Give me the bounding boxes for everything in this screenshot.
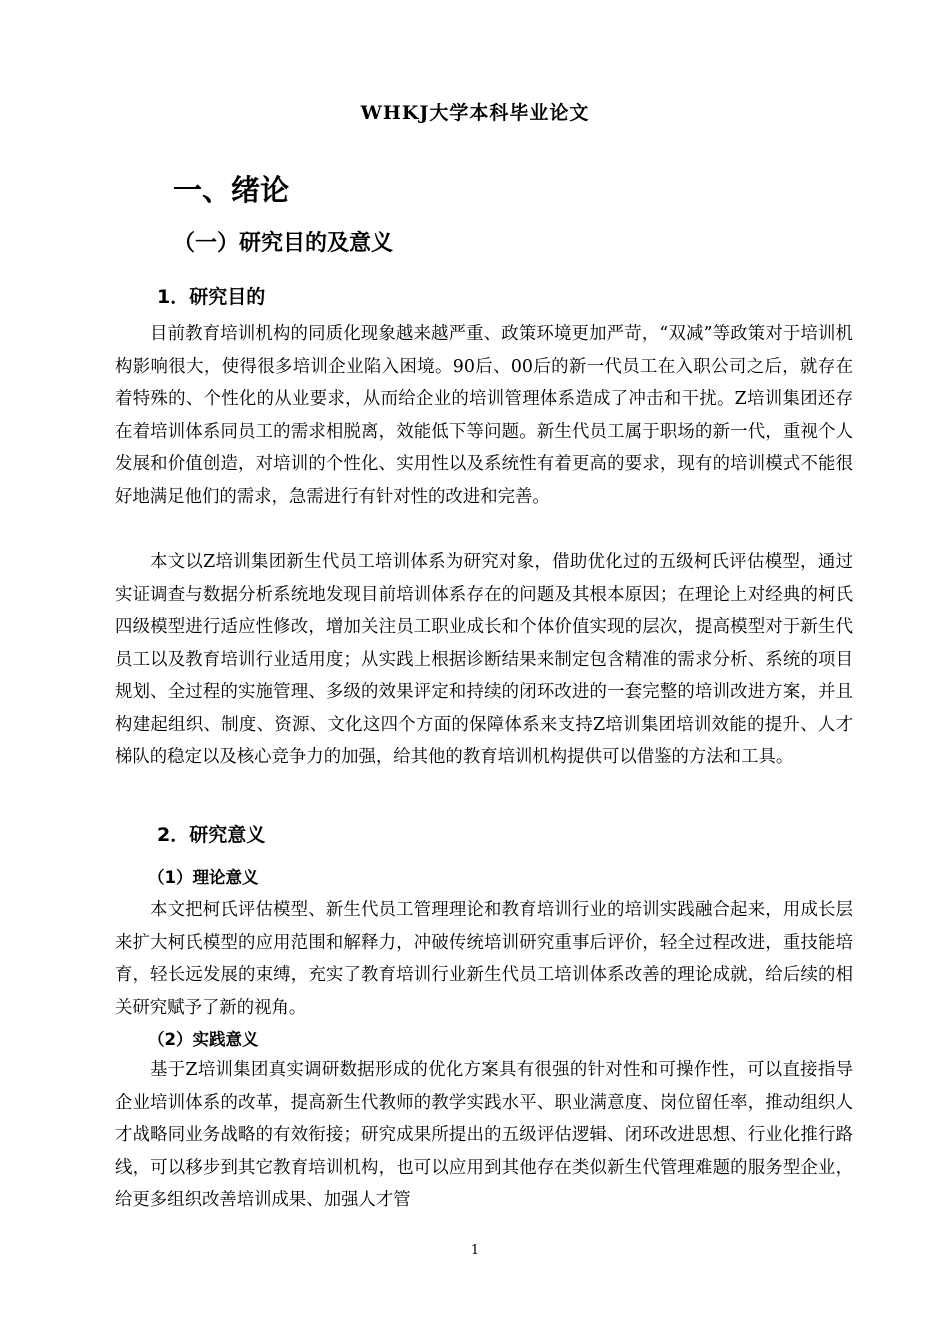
- running-header: WHKJ大学本科毕业论文: [360, 102, 590, 124]
- page-number: 1: [470, 1243, 480, 1258]
- body-paragraph: 本文把柯氏评估模型、新生代员工管理理论和教育培训行业的培训实践融合起来，用成长层来扩大柯氏模型的应用范围和解释力，冲破传统培训研究重事后评价，轻全过程改进，重技能培育，轻长远发展的束缚，充实了教育培训行业新生代员工培训体系改善的理论成就，给后续的相关研究赋予了新的视角。: [115, 900, 853, 1018]
- body-paragraph: 目前教育培训机构的同质化现象越来越严重、政策环境更加严苛，“双减”等政策对于培训机构影响很大，使得很多培训企业陷入困境。90后、00后的新一代员工在入职公司之后，就存在着特殊的、个性化的从业要求，从而给企业的培训管理体系造成了冲击和干扰。Z培训集团还存在着培训体系同员工的需求相脱离，效能低下等问题。新生代员工属于职场的新一代，重视个人发展和价值创造，对培训的个性化、实用性以及系统性有着更高的要求，现有的培训模式不能很好地满足他们的需求，急需进行有针对性的改进和完善。: [115, 324, 853, 507]
- body-paragraph: 本文以Z培训集团新生代员工培训体系为研究对象，借助优化过的五级柯氏评估模型，通过实证调查与数据分析系统地发现目前培训体系存在的问题及其根本原因；在理论上对经典的柯氏四级模型进行适应性修改，增加关注员工职业成长和个体价值实现的层次，提高模型对于新生代员工以及教育培训行业适用度；从实践上根据诊断结果来制定包含精准的需求分析、系统的项目规划、全过程的实施管理、多级的效果评定和持续的闭环改进的一套完整的培训改进方案，并且构建起组织、制度、资源、文化这四个方面的保障体系来支持Z培训集团培训效能的提升、人才梯队的稳定以及核心竞争力的加强，给其他的教育培训机构提供可以借鉴的方法和工具。: [115, 552, 853, 767]
- subsection-title-purpose: 1．研究目的: [157, 286, 266, 308]
- body-paragraph: 基于Z培训集团真实调研数据形成的优化方案具有很强的针对性和可操作性，可以直接指导企业培训体系的改革，提高新生代教师的教学实践水平、职业满意度、岗位留任率，推动组织人才战略同业务战略的有效衔接；研究成果所提出的五级评估逻辑、闭环改进思想、行业化推行路线，可以移步到其它教育培训机构，也可以应用到其他存在类似新生代管理难题的服务型企业，给更多组织改善培训成果、加强人才管: [115, 1060, 853, 1210]
- item-title-practice: （2）实践意义: [148, 1030, 259, 1049]
- subsection-title-significance: 2．研究意义: [157, 824, 266, 846]
- section-title: （一）研究目的及意义: [173, 231, 394, 256]
- item-title-theory: （1）理论意义: [148, 868, 259, 887]
- chapter-title: 一、绪论: [173, 173, 290, 207]
